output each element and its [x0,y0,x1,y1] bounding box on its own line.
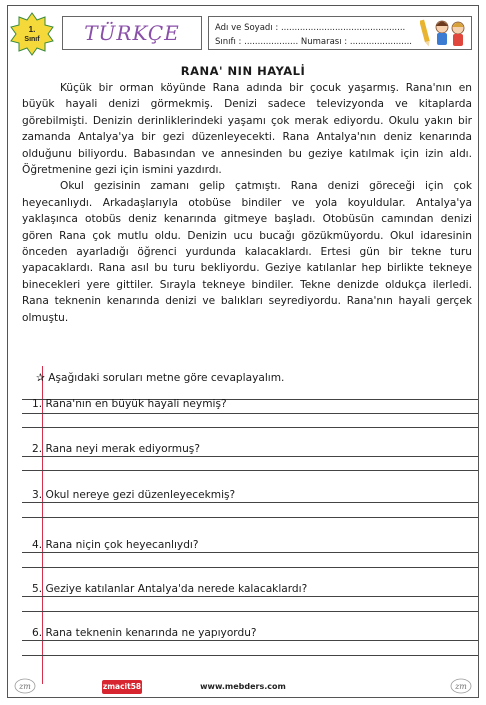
star-icon: ✰ [36,372,45,384]
answer-line[interactable] [22,596,478,597]
question-text: 6. Rana teknenin kenarında ne yapıyordu? [32,627,257,639]
answer-line[interactable] [22,517,478,518]
site-url[interactable]: www.mebders.com [200,682,286,691]
grade-number: 1. [28,25,36,34]
answer-line[interactable] [22,427,478,428]
story-paragraph: Okul gezisinin zamanı gelip çatmıştı. Rana denizi göreceği için çok heyecanlıydı. Arkadaşlarıyla otobüse bindiler ve yola koyuldular. Antalya'ya yaklaşınca otobüs deniz kenarında gitmeye başladı. Otobüsün camından denizi gören Rana çok mutlu oldu. Denizin ucu bucağı gözükmüyordu. Okul idaresinin önceden ayarladığı öğrenci yurdunda kalacaklardı. Ertesi gün bir tekne turu yapacaklardı. Rana asıl bu turu bekliyordu. Geziye katılanlar hep birlikte tekneye binecekleri yere gittiler. Sırayla tekneye bindiler. Tekne denizde oldukça ilerledi. Rana teknenin kenarında denizi ve balıkları seyrediyordu. Rana'nın hayali gerçek olmuştu. [22,180,472,324]
answer-line[interactable] [22,567,478,568]
question-block-5 [22,580,478,618]
question-block-1 [22,392,478,430]
question-block-2 [22,440,478,478]
story-title: RANA' NIN HAYALİ [180,64,306,78]
instruction [36,372,284,384]
question-block-6 [22,624,478,662]
grade-label: Sınıf [24,36,40,43]
class-number-field[interactable]: Sınıfı : .................... Numarası : ....................... [215,37,413,47]
corner-logo-text: zm [455,682,467,691]
question-block-3 [22,486,478,524]
question-text: 2. Rana neyi merak ediyormuş? [32,443,200,455]
question-text: 5. Geziye katılanlar Antalya'da nerede kalacaklardı? [32,583,308,595]
brand-badge: zmacit58 [102,680,142,694]
corner-logo-right [450,678,472,694]
children-illustration-icon [420,17,470,49]
question-text: 3. Okul nereye gezi düzenleyecekmiş? [32,489,236,501]
answer-line[interactable] [22,552,478,553]
grade-badge [10,12,54,56]
name-field[interactable]: Adı ve Soyadı : .............................................. [215,23,406,33]
answer-line[interactable] [22,655,478,656]
instruction-text: Aşağıdaki soruları metne göre cevaplayalım. [48,372,285,384]
answer-line[interactable] [22,470,478,471]
subject-title-box [62,16,202,50]
answer-line[interactable] [22,640,478,641]
answer-line[interactable] [22,413,478,414]
question-text: 4. Rana niçin çok heyecanlıydı? [32,539,199,551]
story-text [22,80,472,326]
answer-line[interactable] [22,611,478,612]
question-text: 1. Rana'nın en büyük hayali neymiş? [32,398,227,410]
subject-title: TÜRKÇE [84,21,180,45]
answer-line[interactable] [22,502,478,503]
question-block-4 [22,536,478,574]
answer-line[interactable] [22,456,478,457]
corner-logo-text: zm [19,682,31,691]
story-paragraph: Küçük bir orman köyünde Rana adında bir çocuk yaşarmış. Rana'nın en büyük hayali denizi görmekmiş. Denizi sadece televizyonda ve kitaplarda görebilmişti. Denizin derinliklerindeki yaşamı çok merak ediyordu. Okulu yakın bir zamanda Antalya'ya bir gezi düzenleyecekti. Rana Antalya'nın deniz kenarında olduğunu biliyordu. Babasından ve annesinden bu geziye katılmak için izin aldı. Öğretmenine gezi için ismini yazdırdı. [22,82,472,177]
